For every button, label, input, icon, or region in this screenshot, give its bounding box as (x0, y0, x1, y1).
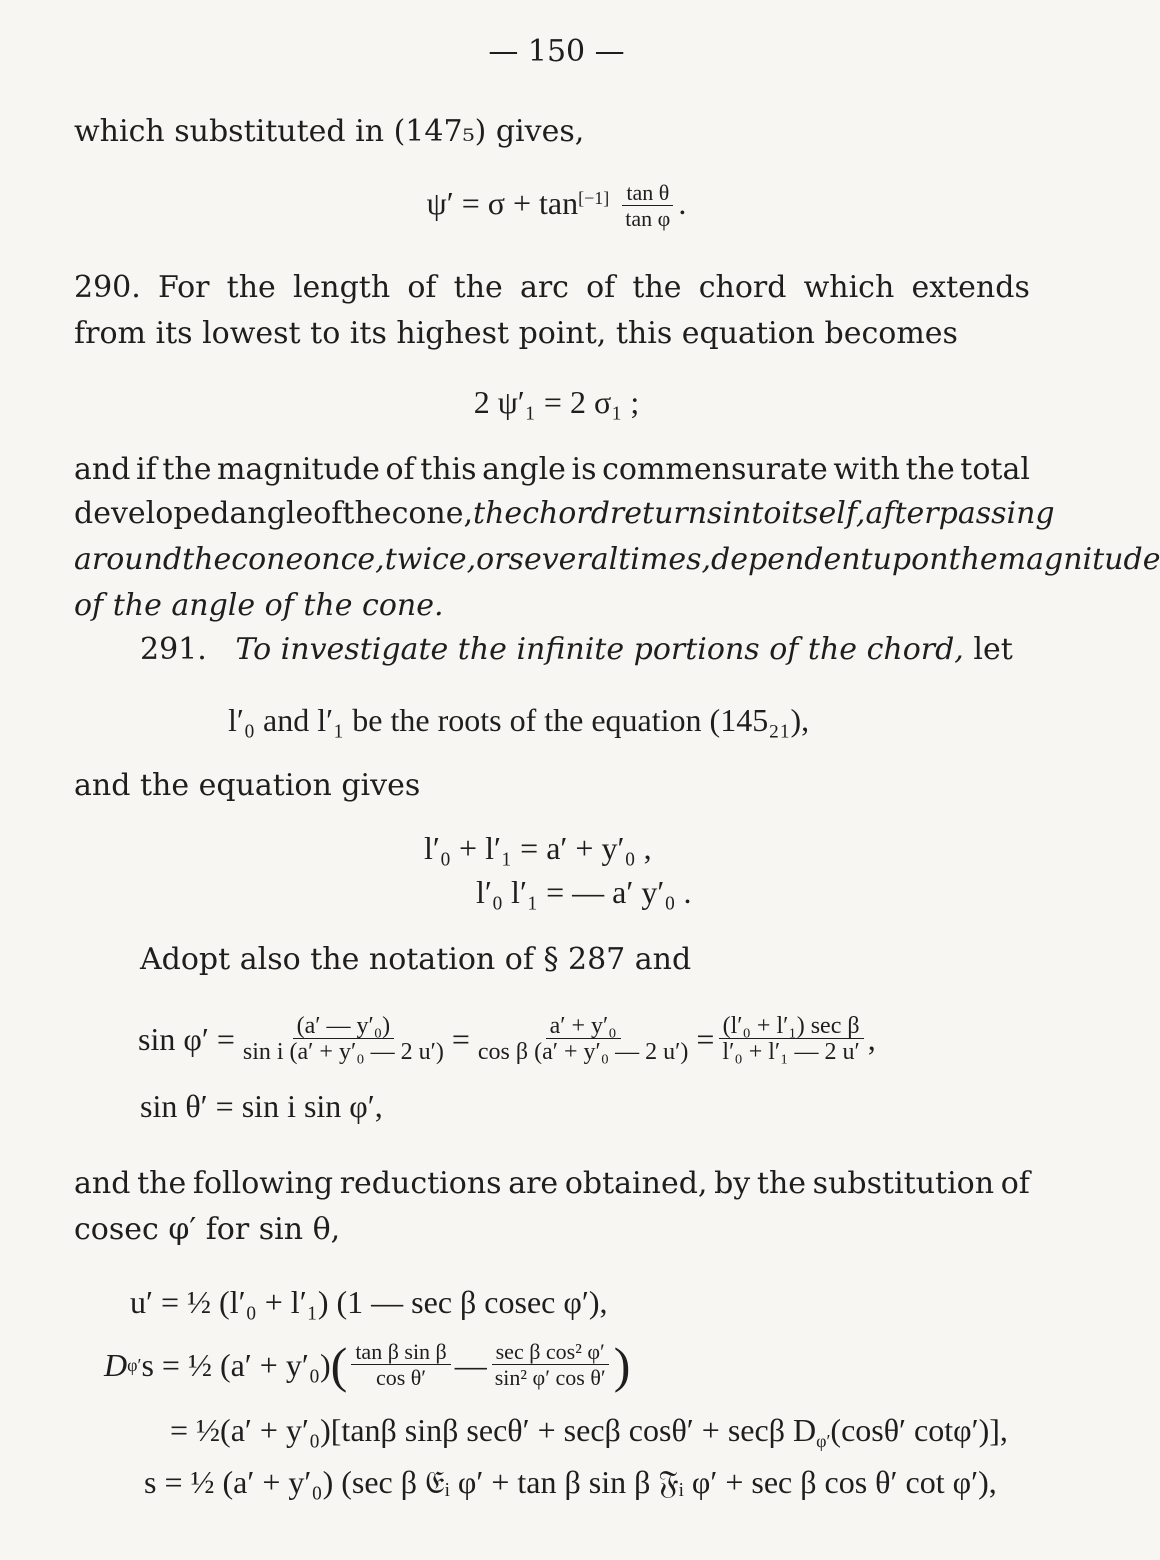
word: of (1000, 1166, 1030, 1201)
equation-sin-theta: sin θ′ = sin i sin φ′, (140, 1088, 383, 1124)
ds-line2-post: (cosθ′ cotφ′)], (830, 1412, 1008, 1448)
ds-subscript: φ′ (127, 1355, 142, 1375)
eq1-numerator: tan θ (622, 181, 673, 206)
word: angle (482, 452, 566, 487)
word-italic: returns (609, 496, 723, 531)
word: chord (698, 270, 787, 305)
eq1-denominator: tan φ (625, 206, 671, 232)
word: 290. (74, 270, 141, 305)
equation-sin-phi (138, 1004, 876, 1074)
paragraph-290-line2: from its lowest to its highest point, this equation becomes (74, 316, 958, 351)
fraction-3-num: (l′₀ + l′₁) sec β (719, 1014, 864, 1039)
word: the (453, 270, 503, 305)
word-italic: cone (231, 542, 304, 577)
text-line-substituted: which substituted in (147₅) gives, (74, 114, 585, 149)
paragraph-290-line1 (74, 270, 1030, 306)
equation-u-prime: u′ = ½ (l′₀ + l′₁) (1 — sec β cosec φ′), (130, 1284, 608, 1320)
word-italic: several (508, 542, 619, 577)
word: obtained, (564, 1166, 708, 1201)
word: the (226, 270, 276, 305)
ds-fraction-2-den: sin² φ′ cos θ′ (494, 1364, 606, 1390)
ds-fraction-2 (491, 1340, 610, 1391)
word: which (803, 270, 895, 305)
ds-fraction-1-num: tan β sin β (351, 1340, 450, 1365)
word: angle (229, 496, 314, 531)
word-italic: or (476, 542, 509, 577)
word: following (192, 1166, 334, 1201)
word: and (74, 452, 131, 487)
word: reductions (339, 1166, 502, 1201)
word: of (385, 452, 415, 487)
word: the (137, 1166, 187, 1201)
equation-ds (104, 1332, 630, 1398)
eq1-superscript: [−1] (578, 188, 610, 208)
word-italic: once, (303, 542, 385, 577)
word: if (136, 452, 157, 487)
equals-sign: = (451, 1021, 470, 1057)
word-italic: upon (872, 542, 949, 577)
equation-s: s = ½ (a′ + y′₀) (sec β 𝔈ᵢ φ′ + tan β sin β 𝔉ᵢ φ′ + sec β cos θ′ cot φ′), (144, 1464, 997, 1500)
ds-fraction-2-num: sec β cos² φ′ (492, 1340, 609, 1365)
paragraph-and-line3 (74, 542, 1160, 578)
word: of (586, 270, 616, 305)
word: this (420, 452, 477, 487)
word: by (714, 1166, 751, 1201)
equation-ds-line2 (170, 1412, 1008, 1459)
word: are (508, 1166, 559, 1201)
word: the (162, 452, 212, 487)
eq1-lhs: ψ′ = σ + tan (426, 185, 579, 221)
text-adopt: Adopt also the notation of § 287 and (140, 942, 692, 977)
word: the (756, 1166, 807, 1201)
word-italic: itself, (781, 496, 866, 531)
equation-product: l′₀ l′₁ = — a′ y′₀ . (476, 874, 692, 910)
fraction-1 (239, 1014, 448, 1065)
paragraph-reductions-line1 (74, 1166, 1030, 1202)
word-italic: twice, (384, 542, 477, 577)
page-number: — 150 — (488, 34, 625, 69)
fraction-1-den: sin i (a′ + y′₀ — 2 u′) (242, 1038, 444, 1065)
paragraph-291 (140, 632, 1013, 668)
paragraph-reductions-line2: cosec φ′ for sin θ, (74, 1212, 341, 1247)
text-equation-gives: and the equation gives (74, 768, 421, 803)
word-italic: into (722, 496, 782, 531)
p291-end: let (973, 632, 1013, 667)
word: developed (74, 496, 230, 531)
word: commensurate (602, 452, 828, 487)
eq1-period: . (678, 185, 687, 221)
ds-line2-sub: φ′ (816, 1431, 831, 1451)
paragraph-and-line1 (74, 452, 1030, 488)
word: the (632, 270, 682, 305)
word: magnitude (217, 452, 380, 487)
paragraph-and-line4: of the angle of the cone. (74, 588, 444, 623)
fraction-2-num: a′ + y′₀ (546, 1014, 621, 1039)
equation-two-psi: 2 ψ′₁ = 2 σ₁ ; (473, 384, 640, 420)
p291-italic: To investigate the infinite portions of the chord, (235, 632, 964, 667)
word: with (833, 452, 900, 487)
word: For (157, 270, 210, 305)
section-number-291: 291. (140, 632, 207, 667)
word: substitution (812, 1166, 995, 1201)
fraction-1-num: (a′ — y′₀) (293, 1014, 395, 1039)
equation-psi-prime (0, 180, 1113, 236)
word-italic: the (948, 542, 998, 577)
word-italic: passing (938, 496, 1055, 531)
fraction-2-den: cos β (a′ + y′₀ — 2 u′) (477, 1038, 689, 1065)
word: cone, (391, 496, 474, 531)
roots-line: l′₀ and l′₁ be the roots of the equation (145₂₁), (228, 702, 810, 738)
word-italic: magnitude (997, 542, 1160, 577)
eq1-fraction (621, 181, 674, 232)
ds-fraction-1-den: cos θ′ (375, 1364, 427, 1390)
fraction-3 (718, 1014, 863, 1065)
equation-sum: l′₀ + l′₁ = a′ + y′₀ , (424, 830, 652, 866)
word: of (407, 270, 437, 305)
equals-sign: = (696, 1021, 715, 1057)
paragraph-and-line2 (74, 496, 1055, 532)
fraction-2 (474, 1014, 693, 1065)
word: the (905, 452, 955, 487)
word-italic: around (74, 542, 183, 577)
ds-fraction-1 (351, 1340, 450, 1391)
word: is (571, 452, 597, 487)
comma: , (867, 1021, 876, 1057)
right-paren: ) (613, 1337, 631, 1393)
sin-phi-lhs: sin φ′ = (138, 1021, 235, 1057)
left-paren: ( (330, 1337, 348, 1393)
word-italic: chord (522, 496, 610, 531)
word: of (313, 496, 343, 531)
word-italic: the (182, 542, 232, 577)
word: length (292, 270, 391, 305)
ds-line2-pre: = ½(a′ + y′₀)[tanβ sinβ secθ′ + secβ cosθ′ + secβ D (170, 1412, 817, 1448)
word: extends (911, 270, 1030, 305)
word: and (74, 1166, 131, 1201)
word: total (960, 452, 1030, 487)
ds-operator: D (104, 1347, 128, 1383)
minus-sign: — (454, 1347, 487, 1383)
word: arc (519, 270, 569, 305)
word: the (342, 496, 392, 531)
fraction-3-den: l′₀ + l′₁ — 2 u′ (722, 1038, 860, 1065)
ds-middle: s = ½ (a′ + y′₀) (141, 1347, 331, 1383)
word-italic: dependent (711, 542, 873, 577)
word-italic: times, (618, 542, 712, 577)
word-italic: after (865, 496, 939, 531)
word-italic: the (473, 496, 523, 531)
